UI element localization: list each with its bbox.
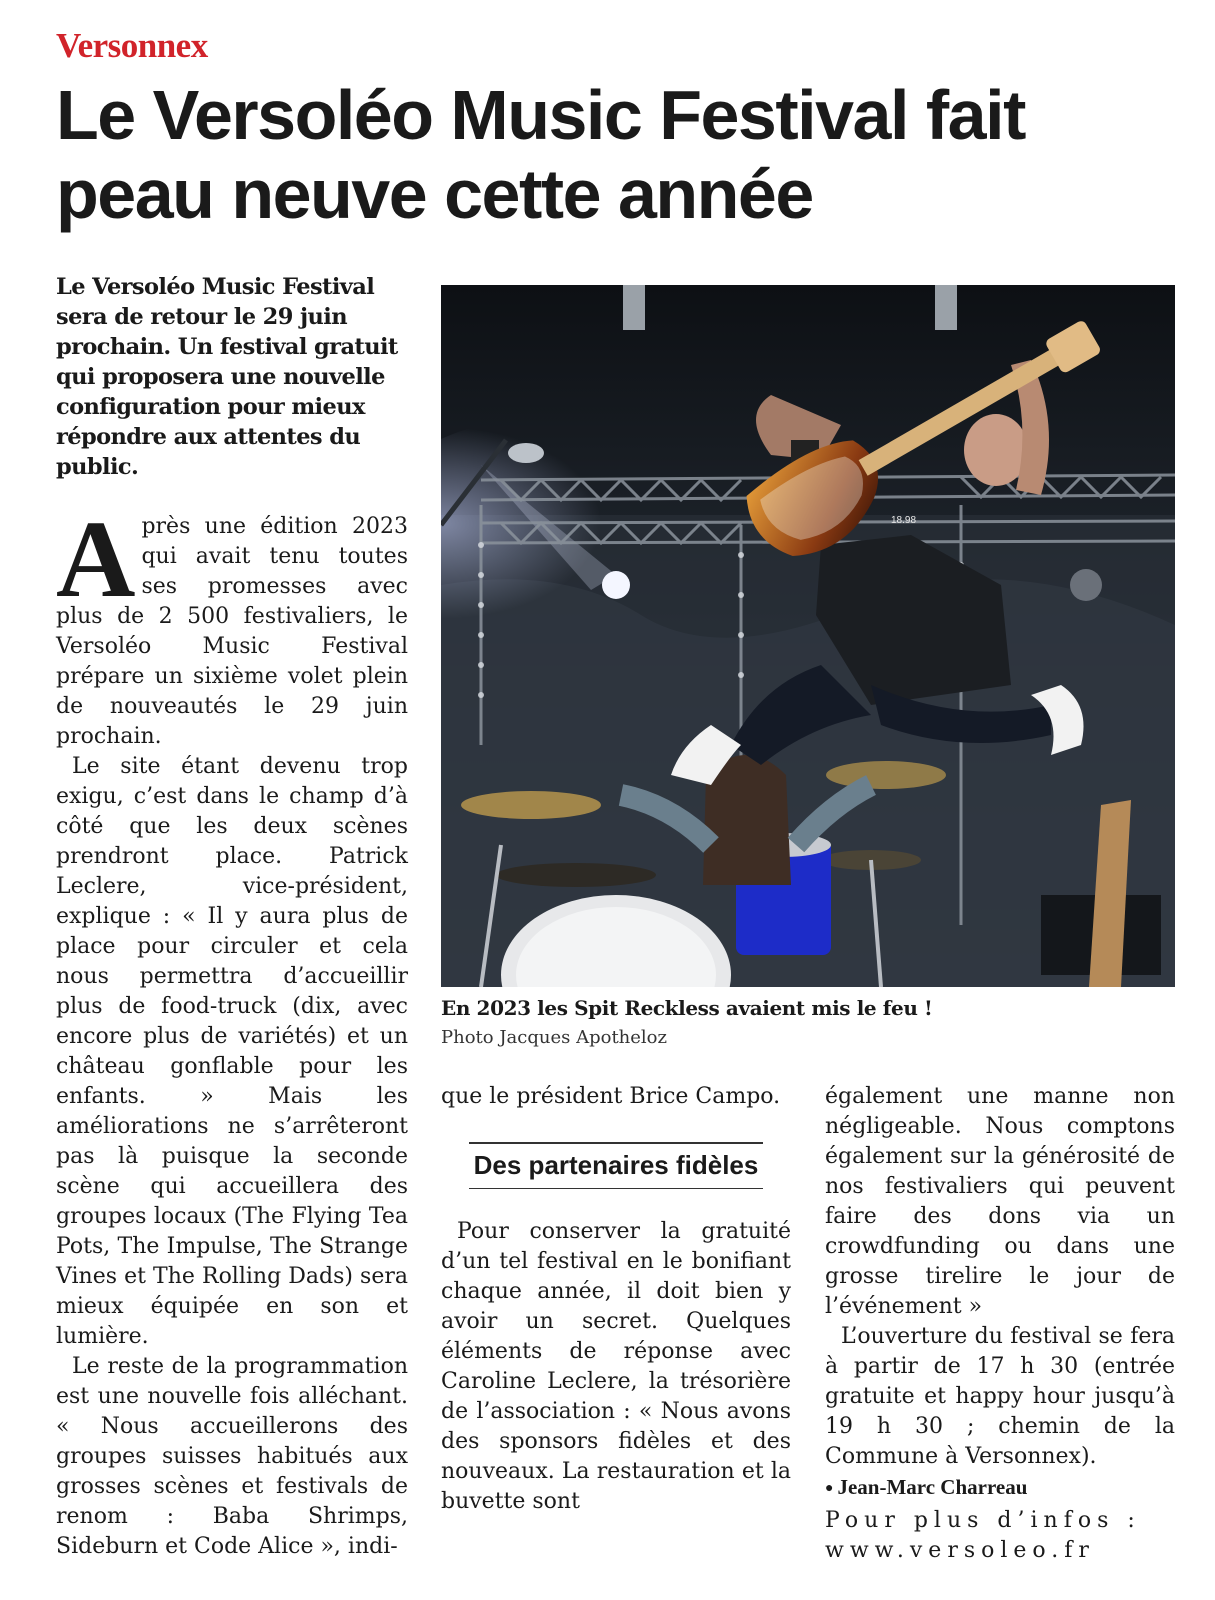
shirt-text: 18.98 (891, 515, 917, 526)
article-lead: Le Versoléo Music Festival sera de retour le 29 juin prochain. Un festival gratuit qui proposera une nouvelle configuration pour mieux répondre aux attentes du public. (56, 274, 398, 480)
byline (825, 1472, 1175, 1506)
byline-author: Jean-Marc Charreau (837, 1475, 1028, 1499)
concert-photo (441, 285, 1175, 987)
article-column-2 (441, 1082, 791, 1517)
concert-illustration (441, 285, 1175, 987)
paragraph-programme: Le reste de la programmation est une nouvelle fois alléchant. « Nous accueillerons des groupes suisses habitués aux grosses scènes et festivals de renom : Baba Shrimps, Sideburn et Code Alice », indi- (56, 1354, 408, 1559)
bullet-icon: ● (825, 1481, 834, 1496)
paragraph-intro (56, 498, 408, 752)
paragraph-site: Le site étant devenu trop exigu, c’est dans le champ d’à côté que les deux scènes prendront place. Patrick Leclere, vice-président, explique : « Il y aura plus de place pour circuler et cela nous permettra d’accueillir plus de food-truck (dix, avec encore plus de variétés) et un château gonflable pour les enfants. » Mais les améliorations ne s’arrêteront pas là puisque la seconde scène qui accueillera des groupes locaux (The Flying Tea Pots, The Impulse, The Strange Vines et The Rolling Dads) sera mieux équipée en son et lumière. (56, 754, 408, 1349)
article-column-1 (56, 498, 408, 1562)
paragraph-sponsors: également une manne non négligeable. Nous comptons également sur la générosité de nos festivaliers qui peuvent faire des dons via un crowdfunding ou dans une grosse tirelire le jour de l’événement » (825, 1084, 1175, 1319)
paragraph-intro-text: près une édition 2023 qui avait tenu toutes ses promesses avec plus de 2 500 festivaliers, le Versoléo Music Festival prépare un sixième volet plein de nouveautés le 29 juin prochain. (56, 514, 408, 749)
photo-credit: Photo Jacques Apotheloz (441, 1027, 668, 1048)
more-info-link[interactable]: Pour plus d’infos : www.versoleo.fr (825, 1508, 1141, 1563)
drop-cap: A (56, 498, 136, 620)
article-column-3 (825, 1082, 1175, 1566)
paragraph-opening: L’ouverture du festival se fera à partir de 17 h 30 (entrée gratuite et happy hour jusqu’à 19 h 30 ; chemin de la Commune à Versonnex). (825, 1324, 1175, 1469)
paragraph-partners: Pour conserver la gratuité d’un tel festival en le bonifiant chaque année, il doit bien y avoir un secret. Quelques éléments de réponse avec Caroline Leclere, la trésorière de l’association : « Nous avons des sponsors fidèles et des nouveaux. La restauration et la buvette sont (441, 1219, 791, 1514)
section-kicker: Versonnex (56, 26, 208, 65)
paragraph-president: que le président Brice Campo. (441, 1084, 781, 1109)
subheading-partners: Des partenaires fidèles (469, 1142, 763, 1189)
photo-caption: En 2023 les Spit Reckless avaient mis le feu ! (441, 996, 933, 1020)
article-headline: Le Versoléo Music Festival fait peau neuve cette année (56, 76, 1025, 233)
